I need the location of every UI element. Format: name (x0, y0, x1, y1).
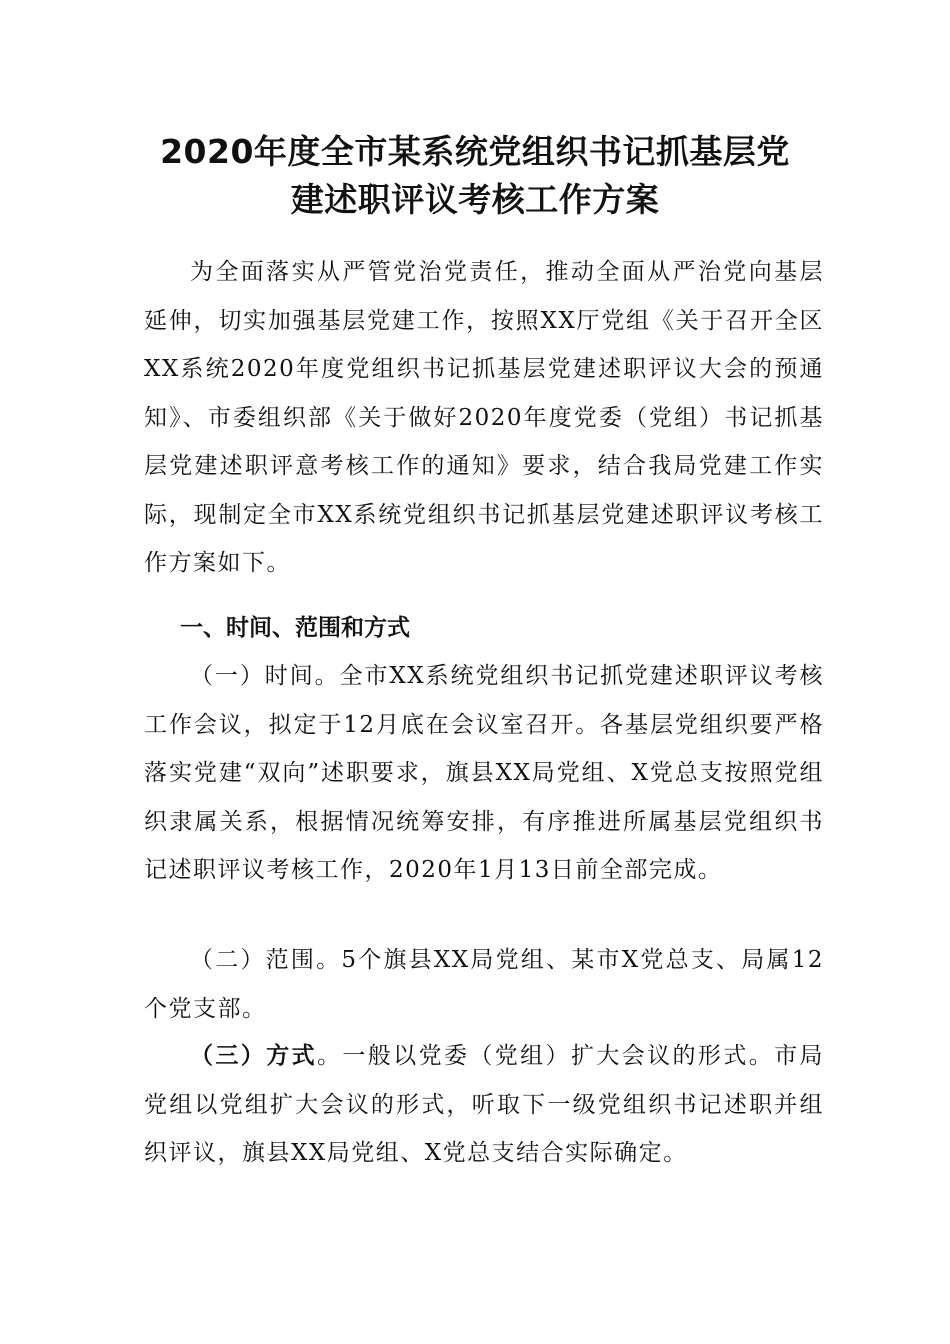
item-method-paragraph (144, 1032, 824, 1178)
item-time-paragraph: （一）时间。全市XX系统党组织书记抓党建述职评议考核工作会议，拟定于12月底在会议室召开。各基层党组织要严格落实党建“双向”述职要求，旗县XX局党组、X党总支按照党组织隶属关系，根据情况统筹安排，有序推进所属基层党组织书记述职评议考核工作，2020年1月13日前全部完成。 (144, 663, 824, 883)
item-method-lead: （三）方式 (190, 1042, 317, 1069)
section-heading-1: 一、时间、范围和方式 (180, 615, 410, 641)
item-method-text: 。一般以党委（党组）扩大会议的形式。市局党组以党组扩大会议的形式，听取下一级党组织书记述职并组织评议，旗县XX局党组、X党总支结合实际确定。 (144, 1043, 825, 1166)
document-title-line-1: 2020年度全市某系统党组织书记抓基层党 (160, 132, 790, 171)
intro-paragraph: 为全面落实从严管党治党责任，推动全面从严治党向基层延伸，切实加强基层党建工作，按照XX厅党组《关于召开全区XX系统2020年度党组织书记抓基层党建述职评议大会的预通知》、市委组织部《关于做好2020年度党委（党组）书记抓基层党建述职评意考核工作的通知》要求，结合我局党建工作实际，现制定全市XX系统党组织书记抓基层党建述职评议考核工作方案如下。 (144, 259, 824, 576)
item-scope-paragraph: （二）范围。5个旗县XX局党组、某市X党总支、局属12个党支部。 (144, 947, 824, 1022)
document-title-line-2: 建述职评议考核工作方案 (290, 180, 660, 219)
